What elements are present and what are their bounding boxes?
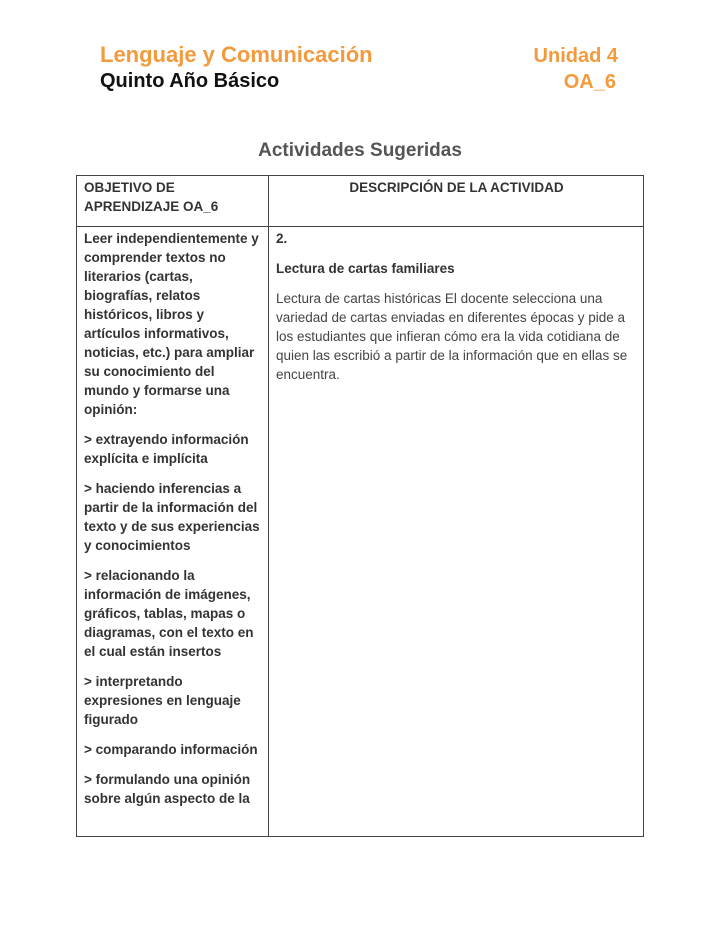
grade-title: Quinto Año Básico [100, 70, 280, 92]
header-objective: OBJETIVO DE APRENDIZAJE OA_6 [77, 176, 269, 227]
objective-item: > comparando información [84, 742, 258, 757]
objective-item: > extrayendo información explícita e implícita [84, 432, 249, 466]
section-title: Actividades Sugeridas [258, 140, 462, 161]
activities-table [76, 175, 644, 837]
activity-description: Lectura de cartas históricas El docente selecciona una variedad de cartas enviadas en diferentes épocas y pide a los estudiantes que infieran cómo era la vida cotidiana de quien las escribió a partir de la información que en ellas se encuentra. [276, 291, 628, 382]
unit-label: Unidad 4 [533, 45, 618, 67]
subject-title: Lenguaje y Comunicación [100, 42, 373, 67]
table-row [77, 227, 644, 837]
activity-title: Lectura de cartas familiares [276, 261, 455, 276]
objective-code: OA_6 [563, 71, 616, 93]
objective-cell [77, 227, 269, 837]
table-header-row [77, 176, 644, 227]
activity-number: 2. [276, 231, 288, 246]
objective-item: > relacionando la información de imágenes, gráficos, tablas, mapas o diagramas, con el texto en el cual están insertos [84, 568, 254, 659]
objective-item: > haciendo inferencias a partir de la información del texto y de sus experiencias y conocimientos [84, 481, 260, 553]
objective-item: > formulando una opinión sobre algún aspecto de la [84, 772, 251, 806]
description-cell [269, 227, 644, 837]
objective-intro: Leer independientemente y comprender textos no literarios (cartas, biografías, relatos históricos, libros y artículos informativos, noticias, etc.) para ampliar su conocimiento del mundo y formarse una opinión: [84, 231, 259, 417]
header-description: DESCRIPCIÓN DE LA ACTIVIDAD [269, 176, 644, 227]
objective-item: > interpretando expresiones en lenguaje figurado [84, 674, 241, 727]
